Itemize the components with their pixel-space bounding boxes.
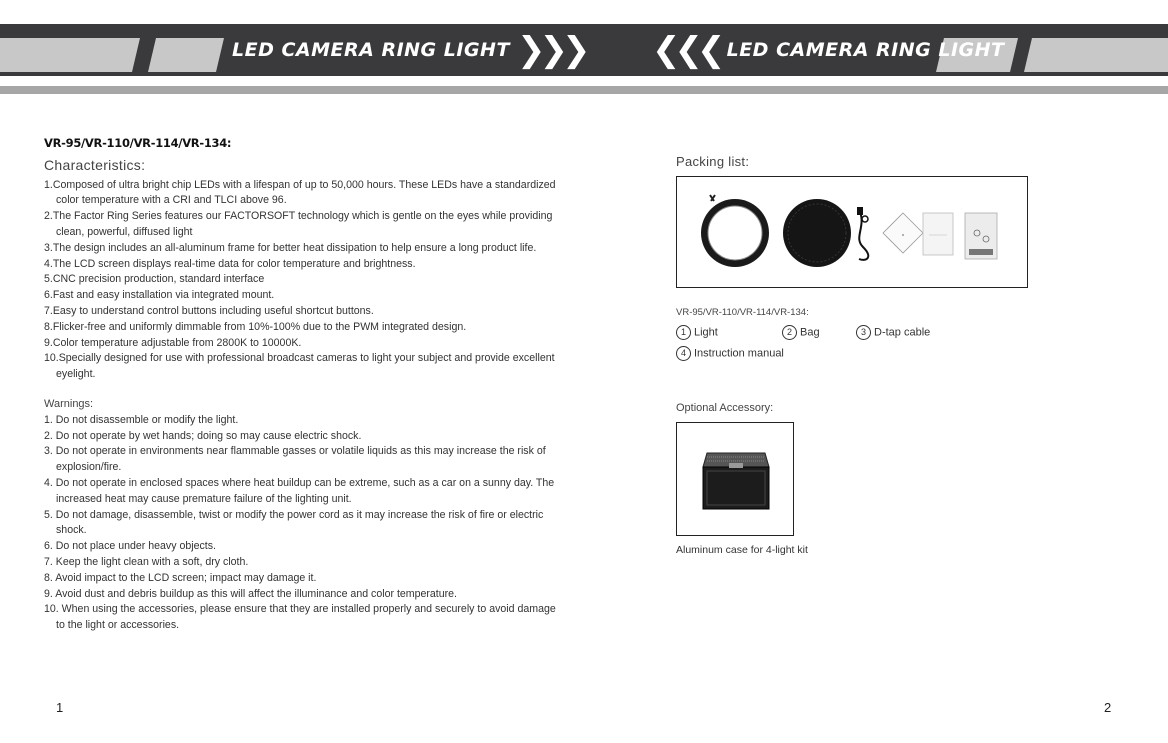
number-badge: 2	[782, 325, 797, 340]
list-item: 3.The design includes an all-aluminum frame for better heat dissipation to help ensure a long product life.	[44, 241, 537, 254]
header-bar	[0, 24, 1168, 76]
list-item: 8.Flicker-free and uniformly dimmable from 10%-100% due to the PWM integrated design.	[44, 320, 467, 333]
left-page	[44, 136, 564, 634]
left-stripe-2	[148, 38, 224, 72]
chevron-right-icon: ❯❯❯	[517, 30, 585, 70]
left-stripe-1	[0, 38, 140, 72]
right-stripe-2	[1024, 38, 1168, 72]
cable-icon	[857, 207, 868, 260]
list-item: 1. Do not disassemble or modify the light.	[44, 413, 239, 426]
warnings-list	[44, 413, 564, 634]
list-item: 6. Do not place under heavy objects.	[44, 540, 216, 553]
list-item: 9. Avoid dust and debris buildup as this will affect the illuminance and color temperature.	[44, 587, 458, 600]
characteristics-title: Characteristics:	[44, 156, 146, 173]
list-item: 7.Easy to understand control buttons including useful shortcut buttons.	[44, 304, 374, 317]
header-underline	[0, 86, 1168, 94]
warnings-title: Warnings:	[44, 397, 94, 410]
right-page	[676, 154, 1056, 169]
case-icon	[703, 453, 769, 509]
list-item: 7. Keep the light clean with a soft, dry cloth.	[44, 555, 249, 568]
chevron-left-icon: ❮❮❮	[652, 30, 720, 70]
left-header-text: LED CAMERA RING LIGHT	[232, 39, 510, 61]
list-item: 5. Do not damage, disassemble, twist or modify the power cord as it may increase the risk of fire or electric shock.	[44, 508, 544, 537]
number-badge: 1	[676, 325, 691, 340]
right-header-text: LED CAMERA RING LIGHT	[726, 39, 1005, 61]
leaflet-icon	[965, 213, 997, 259]
packing-model-line: VR-95/VR-110/VR-114/VR-134:	[676, 307, 809, 318]
page-number-left: 1	[56, 700, 64, 715]
list-item: 9.Color temperature adjustable from 2800K to 10000K.	[44, 336, 302, 349]
page-number-right: 2	[1104, 700, 1112, 715]
packing-item-light	[676, 325, 718, 340]
list-item: 3. Do not operate in environments near flammable gasses or volatile liquids as this may increase the risk of explosion/fire.	[44, 445, 546, 474]
model-title: VR-95/VR-110/VR-114/VR-134:	[44, 136, 232, 150]
list-item: 10.Specially designed for use with professional broadcast cameras to light your subject and provide excellent eyelight.	[44, 352, 555, 381]
packing-illustration	[677, 177, 1027, 287]
packing-list-image	[676, 176, 1028, 288]
right-header-title	[652, 30, 1005, 70]
number-badge: 4	[676, 346, 691, 361]
packing-item-bag	[782, 325, 820, 340]
list-item: 4.The LCD screen displays real-time data for color temperature and brightness.	[44, 257, 416, 270]
item-label: Light	[694, 326, 718, 339]
manual-icon	[923, 213, 953, 255]
packing-item-dtap	[856, 325, 930, 340]
optional-accessory-image	[676, 422, 794, 536]
bag-icon	[783, 199, 851, 267]
list-item: 6.Fast and easy installation via integrated mount.	[44, 289, 275, 302]
aluminum-case-illustration	[677, 423, 793, 535]
optional-accessory-title: Optional Accessory:	[676, 402, 774, 414]
list-item: 8. Avoid impact to the LCD screen; impact may damage it.	[44, 571, 317, 584]
number-badge: 3	[856, 325, 871, 340]
card-icon	[883, 213, 923, 253]
list-item: 4. Do not operate in enclosed spaces where heat buildup can be extreme, such as a car on a sunny day. The increased heat may cause premature failure of the lighting unit.	[44, 476, 555, 505]
characteristics-list	[44, 178, 564, 383]
list-item: 2. Do not operate by wet hands; doing so may cause electric shock.	[44, 429, 362, 442]
item-label: D-tap cable	[874, 326, 931, 339]
list-item: 2.The Factor Ring Series features our FACTORSOFT technology which is gentle on the eyes while providing clean, powerful, diffused light	[44, 210, 553, 238]
list-item: 5.CNC precision production, standard interface	[44, 273, 265, 286]
left-header-title	[232, 30, 585, 70]
optional-accessory-caption: Aluminum case for 4-light kit	[676, 544, 808, 556]
packing-list-title: Packing list:	[676, 154, 750, 169]
ring-light-icon	[701, 195, 769, 267]
list-item: 10. When using the accessories, please ensure that they are installed properly and securely to avoid damage to the light or accessories.	[44, 603, 556, 632]
packing-item-manual	[676, 346, 784, 361]
item-label: Bag	[800, 326, 820, 339]
item-label: Instruction manual	[694, 347, 784, 360]
list-item: 1.Composed of ultra bright chip LEDs with a lifespan of up to 50,000 hours. These LEDs have a standardized color temperature with a CRI and TLCI above 96.	[44, 178, 556, 207]
